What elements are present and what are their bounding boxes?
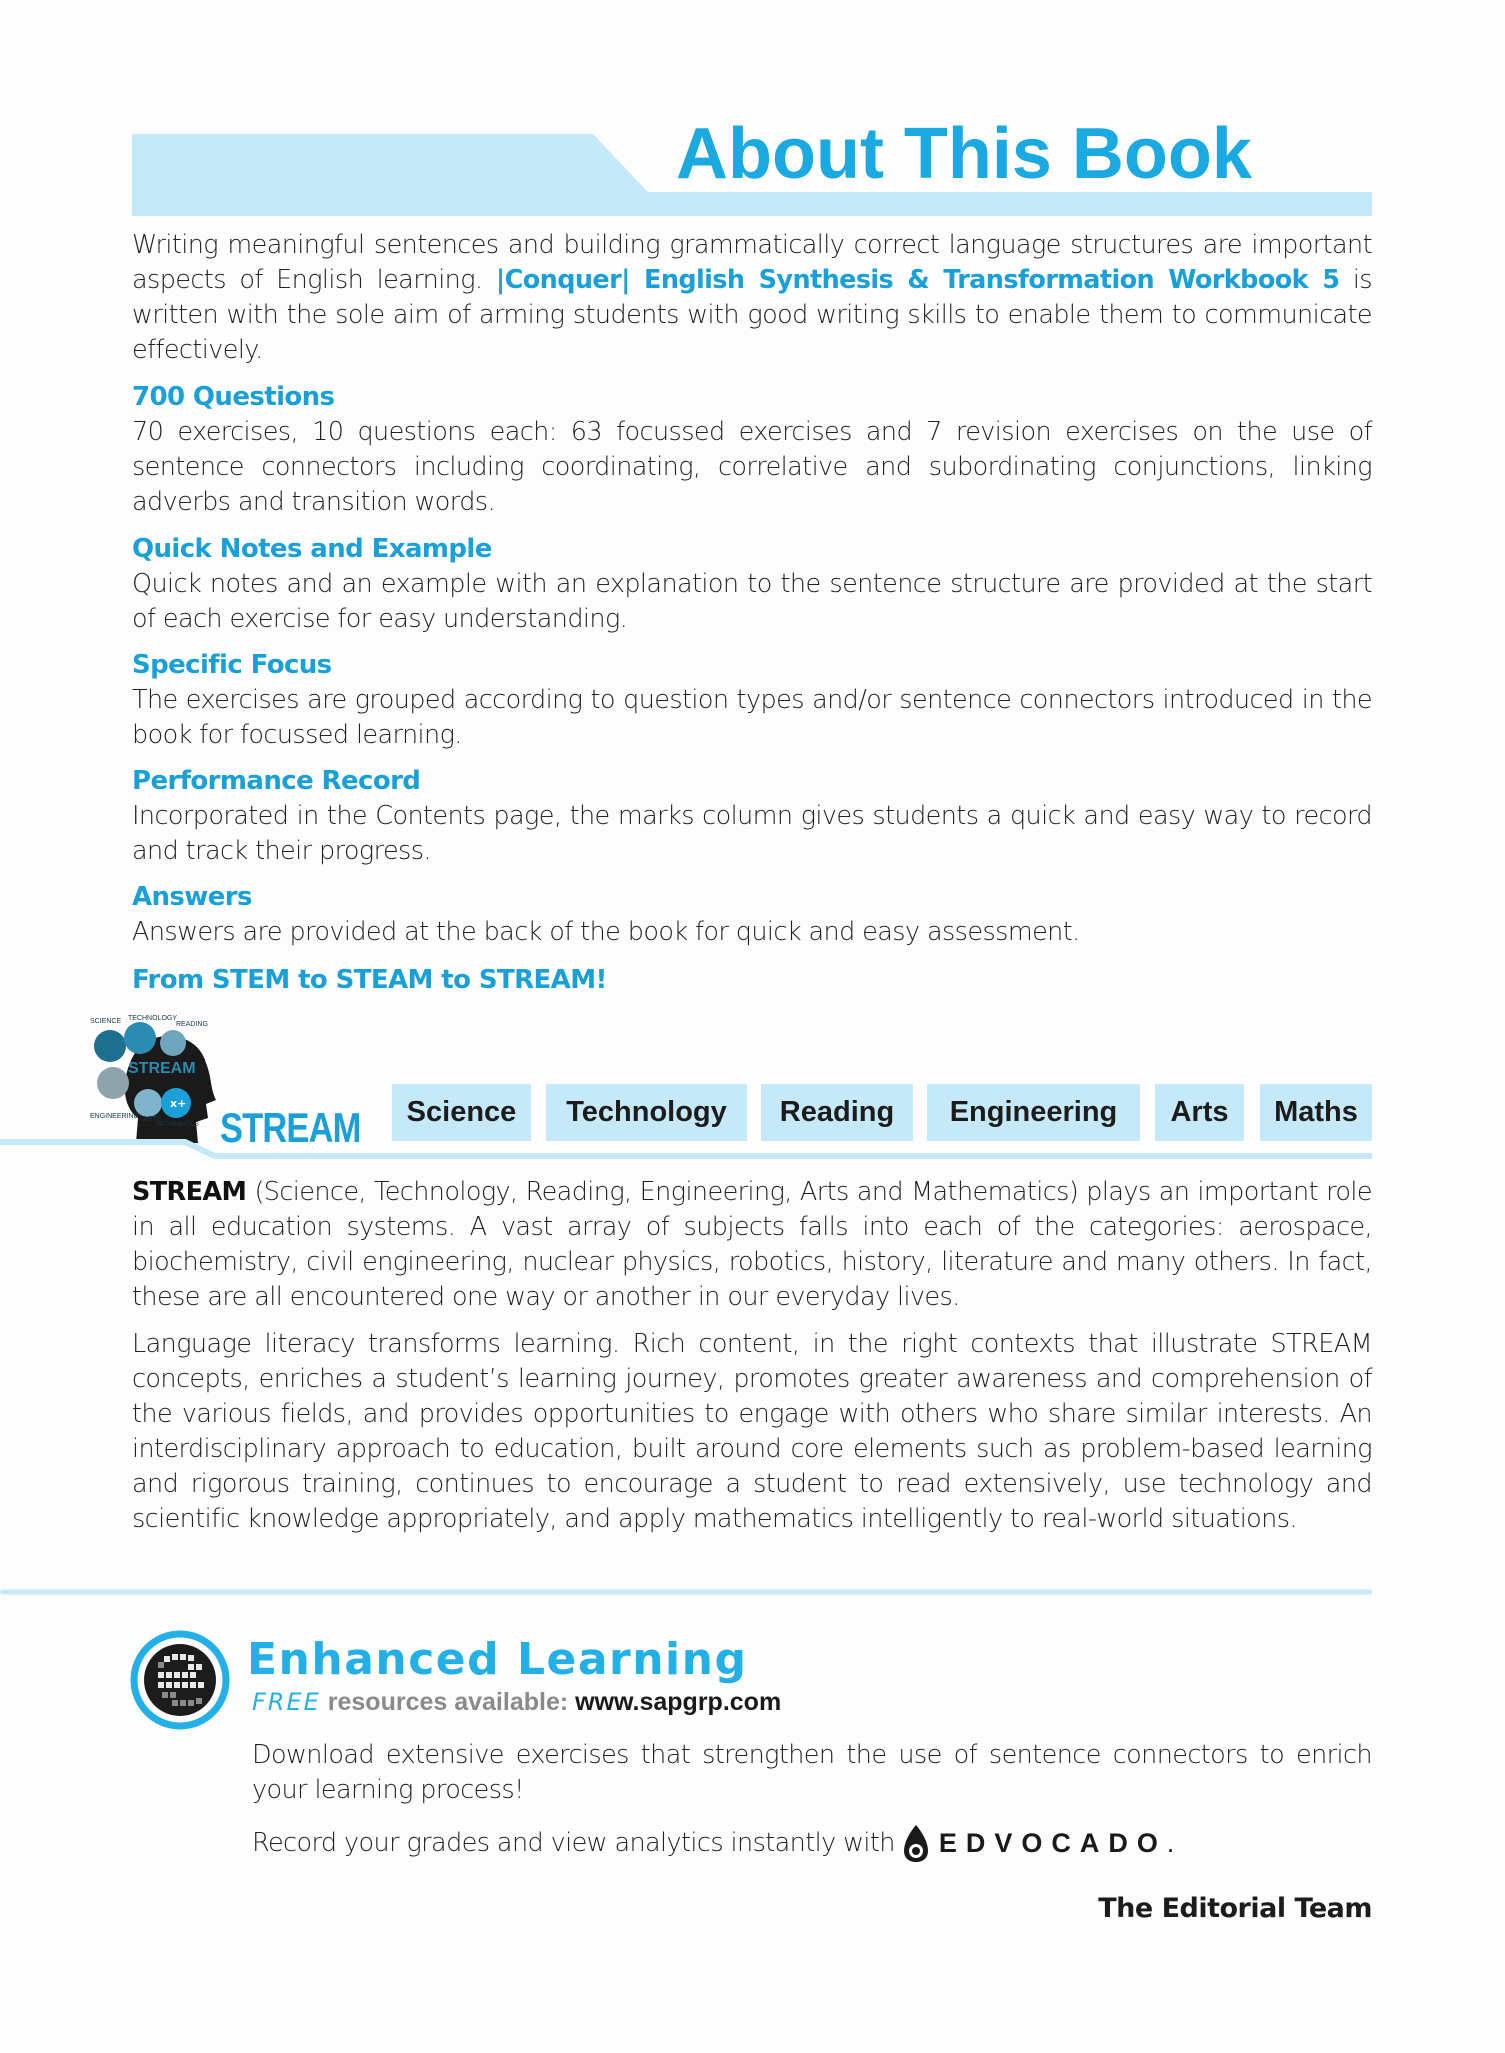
download-text: Download extensive exercises that strengthen the use of sentence connectors to enrich your learning process!: [252, 1740, 1372, 1805]
resources-url-link[interactable]: www.sapgrp.com: [575, 1688, 782, 1716]
resources-label: resources available:: [320, 1688, 576, 1716]
book-title: |Conquer| English Synthesis & Transformation Workbook 5: [495, 265, 1340, 295]
svg-text:TECHNOLOGY: TECHNOLOGY: [128, 1015, 178, 1022]
section-heading: Quick Notes and Example: [132, 534, 492, 564]
intro-text-end: is written with the sole aim of arming students with good writing skills to enable them to communicate effectively.: [132, 265, 1372, 365]
illustration-center-label: STREAM: [128, 1060, 196, 1077]
stream-paragraph-2: Language literacy transforms learning. Rich content, in the right contexts that illustrate STREAM concepts, enriches a student’s learning journey, promotes greater awareness and comprehension of the various fields, and provides opportunities to engage with others who share similar interests. An interdisciplinary approach to education, built around core elements such as problem-based learning and rigorous training, continues to encourage a student to read extensively, use technology and scientific knowledge appropriately, and apply mathematics intelligently to real-world situations.: [132, 1329, 1372, 1534]
record-grades-line: [252, 1823, 1174, 1863]
enhanced-learning-title: Enhanced Learning: [247, 1634, 748, 1685]
stream-label: STREAM: [220, 1104, 361, 1151]
section-quick-notes: [132, 532, 1372, 637]
stream-heading: From STEM to STEAM to STREAM!: [132, 965, 607, 995]
tab-engineering: Engineering: [927, 1084, 1140, 1141]
stream-paragraph-1-text: (Science, Technology, Reading, Engineering, Arts and Mathematics) plays an important role in all education systems. A vast array of subjects falls into each of the categories: aerospace, biochemistry, civil engineering, nuclear physics, robotics, history, literature and many others. In fact, these are all encountered one way or another in our everyday lives.: [132, 1177, 1372, 1312]
tab-technology: Technology: [546, 1084, 747, 1141]
edvocado-logo: [901, 1823, 1175, 1863]
intro-paragraph: [132, 228, 1372, 368]
section-performance-record: [132, 764, 1372, 869]
svg-text:x+: x+: [170, 1097, 187, 1110]
section-body: Quick notes and an example with an explanation to the sentence structure are provided at the start of each exercise for easy understanding.: [132, 569, 1372, 634]
enhanced-learning-logo-icon: [130, 1630, 230, 1730]
section-specific-focus: [132, 648, 1372, 753]
section-heading: Answers: [132, 882, 252, 912]
tab-maths: Maths: [1260, 1084, 1372, 1141]
section-body: The exercises are grouped according to question types and/or sentence connectors introduced in the book for focussed learning.: [132, 685, 1372, 750]
svg-text:READING: READING: [176, 1021, 208, 1028]
record-grades-text: Record your grades and view analytics instantly with: [252, 1827, 895, 1858]
section-heading: 700 Questions: [132, 382, 335, 412]
section-answers: [132, 880, 1372, 950]
signature: The Editorial Team: [1098, 1893, 1372, 1924]
svg-text:ARTS: ARTS: [143, 1116, 162, 1123]
svg-text:ENGINEERING: ENGINEERING: [90, 1113, 140, 1120]
page-title: About This Book: [676, 114, 1252, 194]
tab-reading: Reading: [761, 1084, 913, 1141]
stream-head-illustration: [88, 1008, 218, 1143]
svg-text:SCIENCE: SCIENCE: [90, 1018, 122, 1025]
section-700-questions: [132, 380, 1372, 520]
intro-text: Writing meaningful sentences and building grammatically correct language structures are important aspects of English learning.: [132, 230, 1372, 295]
stream-bold-term: STREAM: [132, 1177, 247, 1207]
edvocado-avocado-icon: [901, 1823, 931, 1863]
tab-science: Science: [392, 1084, 531, 1141]
free-label: FREE: [252, 1688, 321, 1716]
tab-arts: Arts: [1155, 1084, 1244, 1141]
stream-paragraph-1: [132, 1175, 1372, 1315]
section-body: 70 exercises, 10 questions each: 63 focussed exercises and 7 revision exercises on the use of sentence connectors including coordinating, correlative and subordinating conjunctions, linking adverbs and transition words.: [132, 417, 1372, 517]
section-body: Incorporated in the Contents page, the marks column gives students a quick and easy way to record and track their progress.: [132, 801, 1372, 866]
edvocado-brand: EDVOCADO.: [938, 1827, 1175, 1858]
section-heading: Specific Focus: [132, 650, 332, 680]
svg-text:MATHEMATICS: MATHEMATICS: [156, 1122, 199, 1128]
section-heading: Performance Record: [132, 766, 421, 796]
section-divider: [0, 1589, 1372, 1595]
free-resources-line: [252, 1690, 781, 1715]
section-body: Answers are provided at the back of the book for quick and easy assessment.: [132, 917, 1080, 947]
